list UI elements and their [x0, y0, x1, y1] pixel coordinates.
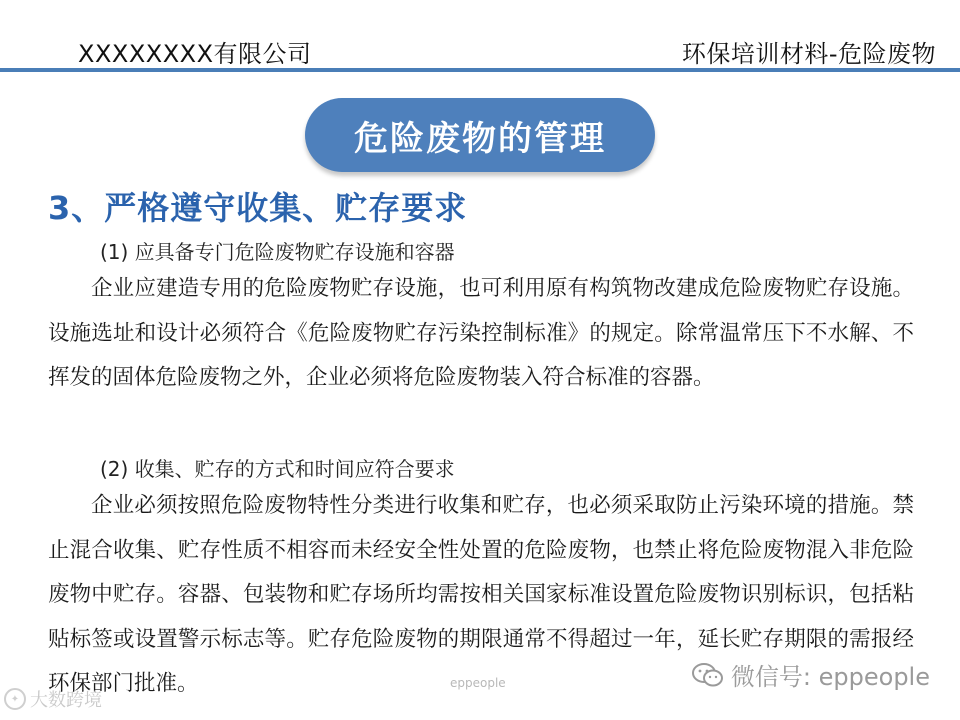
section-heading: 3、严格遵守收集、贮存要求: [48, 189, 468, 227]
item-2-heading: (2) 收集、贮存的方式和时间应符合要求: [100, 457, 455, 481]
center-watermark: eppeople: [450, 676, 506, 690]
wechat-icon: [691, 662, 725, 688]
item-1-heading: (1) 应具备专门危险废物贮存设施和容器: [100, 240, 455, 264]
watermark-left-text: 大数跨境: [30, 690, 102, 711]
slide-title: 危险废物的管理: [305, 98, 655, 172]
logo-icon: ✦: [4, 688, 26, 710]
item-2-body: 企业必须按照危险废物特性分类进行收集和贮存，也必须采取防止污染环境的措施。禁止混合收集、贮存性质不相容而未经安全性处置的危险废物，也禁止将危险废物混入非危险废物中贮存。容器、包装物和贮存场所均需按相关国家标准设置危险废物识别标识，包括粘贴标签或设置警示标志等。贮存危险废物的期限通常不得超过一年，延长贮存期限的需报经环保部门批准。: [48, 493, 914, 696]
header-doc-title: 环保培训材料-危险废物: [681, 40, 936, 68]
item-1-body: 企业应建造专用的危险废物贮存设施，也可利用原有构筑物改建成危险废物贮存设施。设施选址和设计必须符合《危险废物贮存污染控制标准》的规定。除常温常压下不水解、不挥发的固体危险废物之外，企业必须将危险废物装入符合标准的容器。: [48, 276, 914, 390]
header-company: XXXXXXXX有限公司: [78, 40, 312, 68]
watermark-right: [691, 657, 930, 692]
watermark-right-text: 微信号: eppeople: [730, 663, 930, 691]
header-rule: [0, 68, 960, 72]
watermark-left: [4, 686, 102, 712]
